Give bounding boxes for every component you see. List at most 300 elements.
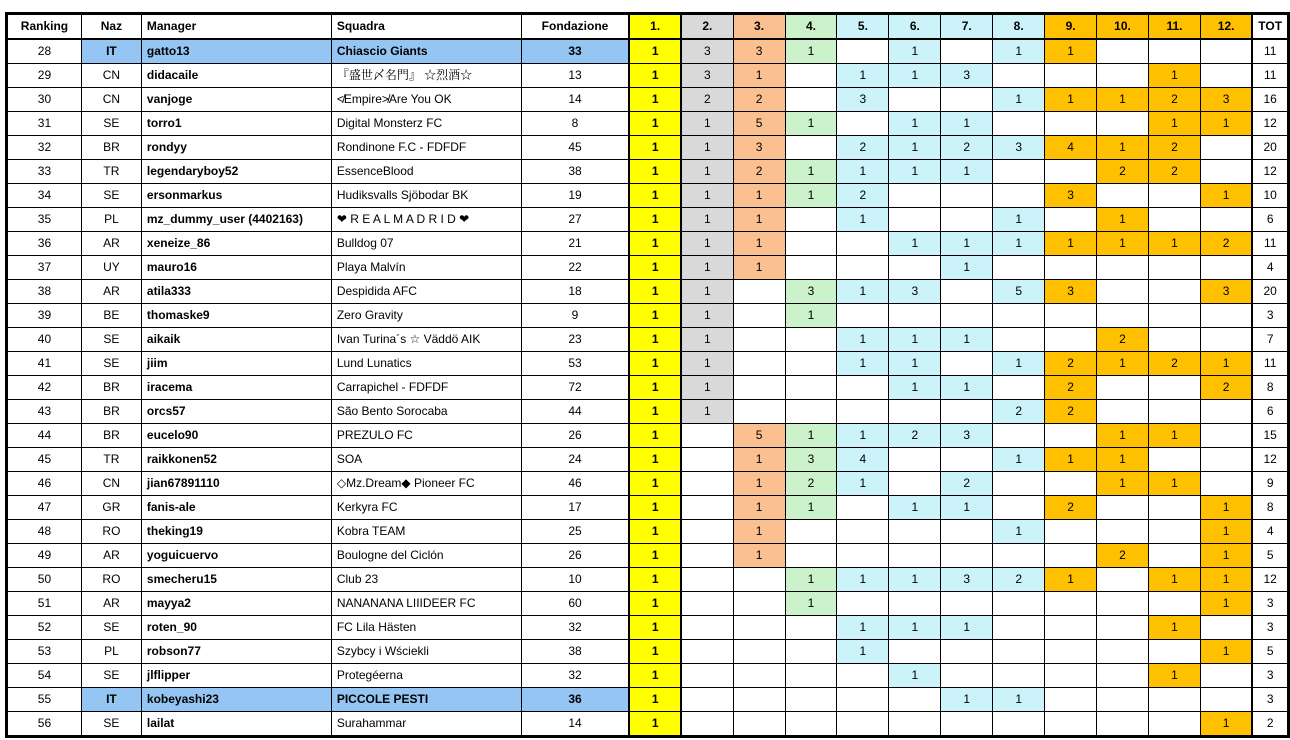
table-row	[7, 88, 1289, 112]
placement-cell: 1	[629, 400, 681, 424]
table-row	[7, 592, 1289, 616]
placement-cell: 2	[1097, 160, 1149, 184]
placement-cell	[681, 520, 733, 544]
placement-cell	[993, 304, 1045, 328]
placement-cell: 1	[1148, 616, 1200, 640]
placement-cell: 3	[733, 136, 785, 160]
placement-cell: 1	[733, 544, 785, 568]
placement-cell	[1045, 592, 1097, 616]
placement-cell: 1	[993, 520, 1045, 544]
placement-cell: 1	[1148, 112, 1200, 136]
placement-cell: 2	[1097, 544, 1149, 568]
placement-cell	[993, 592, 1045, 616]
placement-cell: 1	[629, 496, 681, 520]
placement-cell: 3	[681, 64, 733, 88]
column-header: 3.	[733, 14, 785, 40]
column-header: 12.	[1200, 14, 1252, 40]
placement-cell: 3	[941, 568, 993, 592]
ranking-cell: 46	[7, 472, 82, 496]
placement-cell: 1	[629, 520, 681, 544]
placement-cell	[785, 328, 837, 352]
placement-cell	[681, 568, 733, 592]
naz-cell: IT	[81, 688, 141, 712]
placement-cell: 1	[1097, 232, 1149, 256]
placement-cell	[1097, 304, 1149, 328]
naz-cell: BR	[81, 136, 141, 160]
placement-cell: 1	[629, 352, 681, 376]
squadra-cell: São Bento Sorocaba	[331, 400, 521, 424]
manager-cell: orcs57	[141, 400, 331, 424]
placement-cell	[837, 520, 889, 544]
placement-cell: 3	[1045, 184, 1097, 208]
placement-cell	[785, 664, 837, 688]
placement-cell: 1	[1097, 136, 1149, 160]
tot-cell: 12	[1252, 160, 1288, 184]
placement-cell	[1200, 328, 1252, 352]
placement-cell: 1	[629, 592, 681, 616]
ranking-cell: 36	[7, 232, 82, 256]
placement-cell	[785, 88, 837, 112]
tot-cell: 3	[1252, 616, 1288, 640]
placement-cell: 1	[941, 376, 993, 400]
placement-cell: 1	[1148, 472, 1200, 496]
placement-cell: 1	[785, 160, 837, 184]
placement-cell: 1	[1097, 448, 1149, 472]
column-header: Ranking	[7, 14, 82, 40]
placement-cell: 1	[681, 328, 733, 352]
tot-cell: 15	[1252, 424, 1288, 448]
placement-cell: 1	[1045, 448, 1097, 472]
placement-cell: 1	[733, 448, 785, 472]
placement-cell: 1	[785, 39, 837, 64]
ranking-cell: 55	[7, 688, 82, 712]
placement-cell: 1	[681, 280, 733, 304]
placement-cell: 1	[837, 64, 889, 88]
placement-cell	[1097, 640, 1149, 664]
placement-cell: 1	[889, 232, 941, 256]
tot-cell: 11	[1252, 352, 1288, 376]
placement-cell: 3	[941, 64, 993, 88]
column-header: 8.	[993, 14, 1045, 40]
naz-cell: AR	[81, 592, 141, 616]
placement-cell: 1	[1200, 496, 1252, 520]
placement-cell	[1200, 688, 1252, 712]
placement-cell	[1097, 592, 1149, 616]
fondazione-cell: 33	[521, 39, 629, 64]
placement-cell	[785, 256, 837, 280]
table-row	[7, 400, 1289, 424]
placement-cell	[941, 304, 993, 328]
placement-cell	[941, 520, 993, 544]
table-row	[7, 448, 1289, 472]
placement-cell: 2	[1200, 232, 1252, 256]
tot-cell: 12	[1252, 568, 1288, 592]
naz-cell: BR	[81, 400, 141, 424]
placement-cell	[785, 136, 837, 160]
placement-cell: 1	[681, 304, 733, 328]
placement-cell	[837, 304, 889, 328]
squadra-cell: Playa Malvín	[331, 256, 521, 280]
placement-cell	[733, 640, 785, 664]
placement-cell: 3	[785, 448, 837, 472]
column-header: TOT	[1252, 14, 1288, 40]
placement-cell: 2	[1045, 352, 1097, 376]
placement-cell: 1	[889, 160, 941, 184]
table-row	[7, 424, 1289, 448]
placement-cell: 2	[733, 160, 785, 184]
placement-cell	[1200, 136, 1252, 160]
tot-cell: 8	[1252, 376, 1288, 400]
placement-cell	[681, 592, 733, 616]
ranking-cell: 42	[7, 376, 82, 400]
placement-cell: 1	[629, 448, 681, 472]
placement-cell	[785, 232, 837, 256]
placement-cell	[1200, 256, 1252, 280]
placement-cell: 3	[889, 280, 941, 304]
ranking-cell: 40	[7, 328, 82, 352]
ranking-cell: 37	[7, 256, 82, 280]
placement-cell: 1	[1045, 39, 1097, 64]
placement-cell	[681, 664, 733, 688]
placement-cell: 2	[1148, 88, 1200, 112]
column-header: Naz	[81, 14, 141, 40]
placement-cell: 3	[785, 280, 837, 304]
fondazione-cell: 60	[521, 592, 629, 616]
placement-cell: 3	[681, 39, 733, 64]
column-header: Squadra	[331, 14, 521, 40]
placement-cell: 1	[1097, 472, 1149, 496]
table-body	[7, 39, 1289, 737]
placement-cell: 1	[1045, 88, 1097, 112]
manager-cell: mz_dummy_user (4402163)	[141, 208, 331, 232]
placement-cell: 1	[1200, 592, 1252, 616]
placement-cell	[733, 304, 785, 328]
placement-cell	[785, 712, 837, 737]
placement-cell	[1200, 208, 1252, 232]
placement-cell	[837, 232, 889, 256]
ranking-cell: 29	[7, 64, 82, 88]
placement-cell	[733, 688, 785, 712]
placement-cell: 3	[941, 424, 993, 448]
placement-cell: 1	[1097, 352, 1149, 376]
ranking-cell: 43	[7, 400, 82, 424]
placement-cell: 1	[629, 424, 681, 448]
tot-cell: 4	[1252, 520, 1288, 544]
naz-cell: UY	[81, 256, 141, 280]
placement-cell	[1097, 664, 1149, 688]
naz-cell: AR	[81, 232, 141, 256]
placement-cell: 1	[629, 376, 681, 400]
naz-cell: SE	[81, 616, 141, 640]
tot-cell: 10	[1252, 184, 1288, 208]
manager-cell: theking19	[141, 520, 331, 544]
placement-cell	[1045, 424, 1097, 448]
placement-cell	[1097, 520, 1149, 544]
ranking-cell: 41	[7, 352, 82, 376]
squadra-cell: PREZULO FC	[331, 424, 521, 448]
manager-cell: yoguicuervo	[141, 544, 331, 568]
placement-cell: 1	[1097, 88, 1149, 112]
placement-cell	[837, 664, 889, 688]
placement-cell	[1045, 664, 1097, 688]
placement-cell: 1	[889, 64, 941, 88]
table-row	[7, 328, 1289, 352]
squadra-cell: ❤ R E A L M A D R I D ❤	[331, 208, 521, 232]
placement-cell	[941, 448, 993, 472]
placement-cell	[1148, 712, 1200, 737]
placement-cell: 1	[837, 208, 889, 232]
placement-cell: 1	[629, 136, 681, 160]
placement-cell	[941, 88, 993, 112]
table-row	[7, 640, 1289, 664]
placement-cell: 1	[1097, 424, 1149, 448]
tot-cell: 2	[1252, 712, 1288, 737]
placement-cell: 1	[629, 88, 681, 112]
squadra-cell: Surahammar	[331, 712, 521, 737]
placement-cell	[733, 376, 785, 400]
placement-cell: 1	[993, 688, 1045, 712]
placement-cell	[1097, 256, 1149, 280]
squadra-cell: Carrapichel - FDFDF	[331, 376, 521, 400]
placement-cell	[1045, 256, 1097, 280]
placement-cell: 1	[889, 328, 941, 352]
manager-cell: smecheru15	[141, 568, 331, 592]
table-row	[7, 352, 1289, 376]
naz-cell: RO	[81, 520, 141, 544]
column-header: 9.	[1045, 14, 1097, 40]
ranking-cell: 38	[7, 280, 82, 304]
placement-cell	[941, 208, 993, 232]
placement-cell: 1	[1148, 664, 1200, 688]
fondazione-cell: 13	[521, 64, 629, 88]
naz-cell: AR	[81, 280, 141, 304]
column-header: 11.	[1148, 14, 1200, 40]
naz-cell: GR	[81, 496, 141, 520]
placement-cell: 1	[993, 208, 1045, 232]
placement-cell: 2	[1045, 376, 1097, 400]
ranking-cell: 31	[7, 112, 82, 136]
tot-cell: 5	[1252, 544, 1288, 568]
ranking-cell: 54	[7, 664, 82, 688]
placement-cell	[1148, 376, 1200, 400]
placement-cell: 1	[1200, 112, 1252, 136]
manager-cell: vanjoge	[141, 88, 331, 112]
column-header: 6.	[889, 14, 941, 40]
naz-cell: PL	[81, 208, 141, 232]
placement-cell: 1	[785, 112, 837, 136]
placement-cell	[1097, 112, 1149, 136]
placement-cell	[785, 688, 837, 712]
naz-cell: SE	[81, 664, 141, 688]
squadra-cell: Digital Monsterz FC	[331, 112, 521, 136]
placement-cell	[1148, 39, 1200, 64]
placement-cell	[993, 256, 1045, 280]
fondazione-cell: 46	[521, 472, 629, 496]
placement-cell	[1148, 544, 1200, 568]
fondazione-cell: 32	[521, 664, 629, 688]
tot-cell: 8	[1252, 496, 1288, 520]
ranking-cell: 53	[7, 640, 82, 664]
column-header: 10.	[1097, 14, 1149, 40]
placement-cell	[993, 184, 1045, 208]
placement-cell: 1	[733, 64, 785, 88]
manager-cell: aikaik	[141, 328, 331, 352]
placement-cell: 1	[681, 160, 733, 184]
tot-cell: 11	[1252, 232, 1288, 256]
placement-cell: 2	[941, 472, 993, 496]
ranking-cell: 35	[7, 208, 82, 232]
placement-cell	[993, 112, 1045, 136]
squadra-cell: FC Lila Hästen	[331, 616, 521, 640]
naz-cell: AR	[81, 544, 141, 568]
placement-cell: 4	[837, 448, 889, 472]
placement-cell: 1	[837, 328, 889, 352]
ranking-cell: 45	[7, 448, 82, 472]
placement-cell: 1	[681, 112, 733, 136]
manager-cell: robson77	[141, 640, 331, 664]
fondazione-cell: 36	[521, 688, 629, 712]
placement-cell	[1148, 448, 1200, 472]
fondazione-cell: 18	[521, 280, 629, 304]
tot-cell: 3	[1252, 664, 1288, 688]
squadra-cell: 『盛世〆名門』 ☆烈酒☆	[331, 64, 521, 88]
placement-cell: 1	[629, 688, 681, 712]
manager-cell: legendaryboy52	[141, 160, 331, 184]
placement-cell	[1148, 592, 1200, 616]
placement-cell: 1	[681, 232, 733, 256]
column-header: Manager	[141, 14, 331, 40]
placement-cell: 2	[1045, 400, 1097, 424]
table-row	[7, 568, 1289, 592]
placement-cell: 5	[993, 280, 1045, 304]
placement-cell: 1	[629, 640, 681, 664]
manager-cell: ersonmarkus	[141, 184, 331, 208]
placement-cell	[733, 568, 785, 592]
squadra-cell: PICCOLE PESTI	[331, 688, 521, 712]
squadra-cell: Boulogne del Ciclón	[331, 544, 521, 568]
placement-cell	[941, 640, 993, 664]
squadra-cell: Hudiksvalls Sjöbodar BK	[331, 184, 521, 208]
placement-cell: 1	[629, 232, 681, 256]
placement-cell: 2	[993, 568, 1045, 592]
placement-cell	[1148, 328, 1200, 352]
fondazione-cell: 25	[521, 520, 629, 544]
placement-cell	[733, 664, 785, 688]
placement-cell	[681, 496, 733, 520]
placement-cell	[941, 544, 993, 568]
placement-cell	[681, 616, 733, 640]
placement-cell: 2	[1045, 496, 1097, 520]
placement-cell	[889, 400, 941, 424]
placement-cell: 1	[629, 184, 681, 208]
placement-cell	[993, 616, 1045, 640]
placement-cell: 5	[733, 424, 785, 448]
placement-cell: 2	[1148, 160, 1200, 184]
placement-cell	[837, 376, 889, 400]
placement-cell: 3	[837, 88, 889, 112]
placement-cell	[889, 544, 941, 568]
placement-cell: 1	[733, 496, 785, 520]
manager-cell: thomaske9	[141, 304, 331, 328]
placement-cell: 5	[733, 112, 785, 136]
fondazione-cell: 10	[521, 568, 629, 592]
naz-cell: RO	[81, 568, 141, 592]
placement-cell: 1	[629, 256, 681, 280]
fondazione-cell: 9	[521, 304, 629, 328]
placement-cell: 1	[629, 328, 681, 352]
placement-cell: 1	[993, 352, 1045, 376]
placement-cell: 1	[681, 208, 733, 232]
ranking-table	[5, 12, 1290, 738]
placement-cell: 1	[629, 568, 681, 592]
tot-cell: 6	[1252, 208, 1288, 232]
tot-cell: 3	[1252, 592, 1288, 616]
placement-cell	[837, 400, 889, 424]
placement-cell	[941, 400, 993, 424]
fondazione-cell: 27	[521, 208, 629, 232]
ranking-cell: 52	[7, 616, 82, 640]
ranking-cell: 48	[7, 520, 82, 544]
placement-cell	[837, 256, 889, 280]
placement-cell	[1045, 640, 1097, 664]
manager-cell: rondyy	[141, 136, 331, 160]
placement-cell: 1	[1045, 232, 1097, 256]
naz-cell: CN	[81, 64, 141, 88]
placement-cell	[993, 160, 1045, 184]
placement-cell: 1	[1148, 424, 1200, 448]
fondazione-cell: 14	[521, 88, 629, 112]
placement-cell: 1	[993, 448, 1045, 472]
placement-cell: 1	[889, 616, 941, 640]
manager-cell: xeneize_86	[141, 232, 331, 256]
ranking-cell: 49	[7, 544, 82, 568]
placement-cell: 2	[837, 184, 889, 208]
fondazione-cell: 38	[521, 160, 629, 184]
placement-cell	[941, 592, 993, 616]
placement-cell: 1	[681, 136, 733, 160]
manager-cell: jian67891110	[141, 472, 331, 496]
placement-cell: 1	[785, 424, 837, 448]
naz-cell: BR	[81, 424, 141, 448]
placement-cell: 2	[1097, 328, 1149, 352]
manager-cell: iracema	[141, 376, 331, 400]
naz-cell: TR	[81, 160, 141, 184]
placement-cell	[837, 712, 889, 737]
tot-cell: 3	[1252, 304, 1288, 328]
column-header: 7.	[941, 14, 993, 40]
placement-cell: 1	[837, 472, 889, 496]
placement-cell: 1	[837, 352, 889, 376]
table-row	[7, 688, 1289, 712]
placement-cell	[1097, 400, 1149, 424]
placement-cell	[993, 640, 1045, 664]
placement-cell	[993, 496, 1045, 520]
placement-cell: 1	[837, 280, 889, 304]
table-row	[7, 112, 1289, 136]
table-row	[7, 64, 1289, 88]
squadra-cell: EssenceBlood	[331, 160, 521, 184]
fondazione-cell: 26	[521, 424, 629, 448]
fondazione-cell: 24	[521, 448, 629, 472]
placement-cell: 1	[629, 304, 681, 328]
table-row	[7, 160, 1289, 184]
placement-cell	[1045, 520, 1097, 544]
tot-cell: 16	[1252, 88, 1288, 112]
placement-cell: 1	[785, 568, 837, 592]
placement-cell	[837, 496, 889, 520]
placement-cell	[1200, 304, 1252, 328]
placement-cell	[785, 640, 837, 664]
